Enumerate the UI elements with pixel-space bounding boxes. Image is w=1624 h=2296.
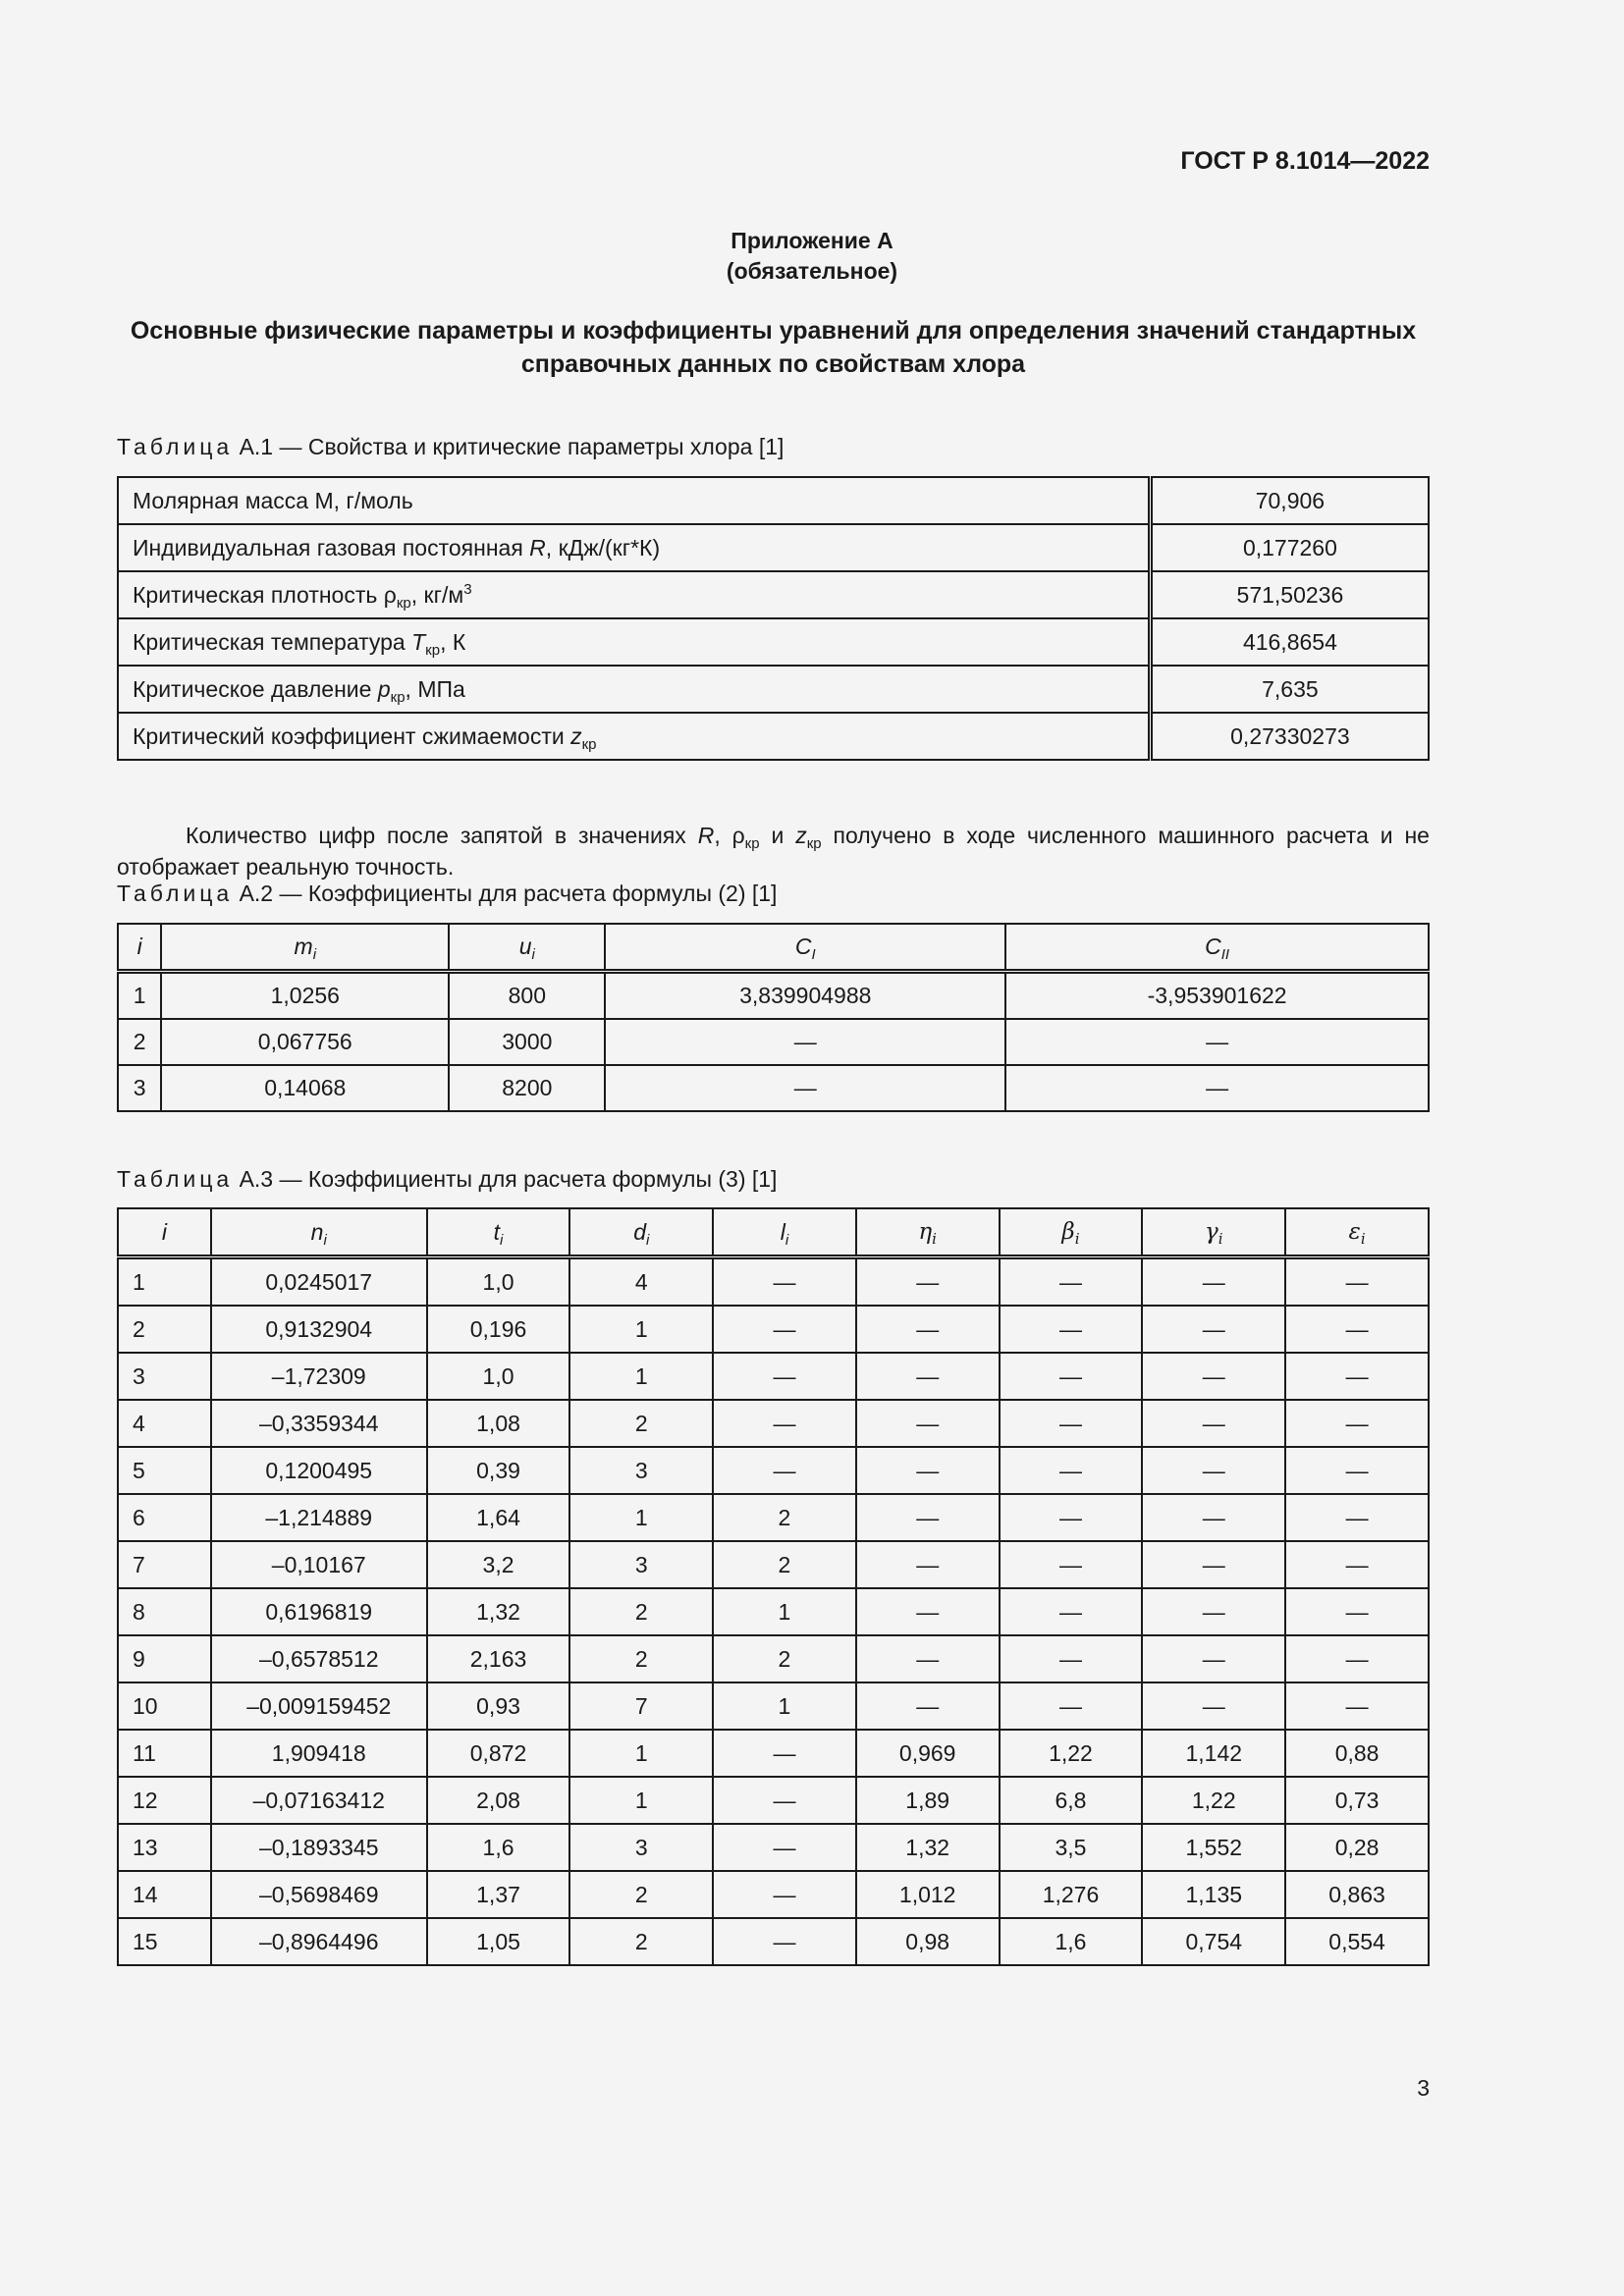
table3-index: 5 xyxy=(118,1447,211,1494)
table3-cell: — xyxy=(1000,1588,1143,1635)
table3-cell: 0,39 xyxy=(427,1447,570,1494)
table3-cell: 2,163 xyxy=(427,1635,570,1682)
table3-index: 7 xyxy=(118,1541,211,1588)
table3-header: $n_i$ xyxy=(211,1208,427,1257)
table3-cell: –1,72309 xyxy=(211,1353,427,1400)
table3-index: 15 xyxy=(118,1918,211,1965)
table3-cell: — xyxy=(713,1257,856,1307)
table2-cell: — xyxy=(605,1019,1005,1065)
table3-cell: –0,009159452 xyxy=(211,1682,427,1730)
table2-cell: 0,067756 xyxy=(161,1019,449,1065)
table3-cell: — xyxy=(713,1871,856,1918)
table3-header: $\eta_i$ xyxy=(856,1208,1000,1257)
table3-cell: 0,73 xyxy=(1285,1777,1429,1824)
table1-value: 416,8654 xyxy=(1150,618,1429,666)
table2-header: $u_i$ xyxy=(449,924,605,972)
table3-cell: 1,142 xyxy=(1142,1730,1285,1777)
table2 xyxy=(117,923,1430,1112)
table3-cell: 1,012 xyxy=(856,1871,1000,1918)
table3-cell: 0,0245017 xyxy=(211,1257,427,1307)
table3-cell: 0,93 xyxy=(427,1682,570,1730)
table3-cell: –0,3359344 xyxy=(211,1400,427,1447)
table3-cell: — xyxy=(1142,1306,1285,1353)
table3-cell: 1 xyxy=(569,1306,713,1353)
table2-row xyxy=(118,1065,1429,1111)
table3-row xyxy=(118,1918,1429,1965)
table3-index: 2 xyxy=(118,1306,211,1353)
table3-cell: — xyxy=(1142,1494,1285,1541)
table3-header: $\gamma_i$ xyxy=(1142,1208,1285,1257)
table3-cell: 3 xyxy=(569,1541,713,1588)
table3-cell: 1,32 xyxy=(427,1588,570,1635)
table3-cell: 1 xyxy=(569,1494,713,1541)
table2-header: $C_{II}$ xyxy=(1005,924,1429,972)
table3-cell: — xyxy=(713,1306,856,1353)
table3-cell: — xyxy=(1000,1306,1143,1353)
table3-row xyxy=(118,1824,1429,1871)
table3-cell: — xyxy=(856,1541,1000,1588)
table3-index: 9 xyxy=(118,1635,211,1682)
table3-cell: –0,10167 xyxy=(211,1541,427,1588)
table3-cell: — xyxy=(713,1824,856,1871)
page-number: 3 xyxy=(1417,2075,1430,2101)
table3-cell: — xyxy=(856,1447,1000,1494)
table3-index: 6 xyxy=(118,1494,211,1541)
table3-cell: — xyxy=(1142,1257,1285,1307)
table1-property: Молярная масса М, г/моль xyxy=(118,477,1150,524)
table3-row xyxy=(118,1447,1429,1494)
table2-cell: 1,0256 xyxy=(161,972,449,1020)
table3-cell: — xyxy=(1285,1353,1429,1400)
table3-header: i xyxy=(118,1208,211,1257)
table3-cell: 2 xyxy=(713,1635,856,1682)
table1-value: 70,906 xyxy=(1150,477,1429,524)
table3-cell: — xyxy=(856,1353,1000,1400)
table3-cell: 1,22 xyxy=(1142,1777,1285,1824)
table3-row xyxy=(118,1257,1429,1307)
table3-row xyxy=(118,1777,1429,1824)
main-title: Основные физические параметры и коэффициенты уравнений для определения значений стандартных справочных данных по свойствам хлора xyxy=(130,317,1417,378)
table1-value: 7,635 xyxy=(1150,666,1429,713)
appendix-subtitle: (обязательное) xyxy=(726,258,898,284)
table2-cell: 3000 xyxy=(449,1019,605,1065)
table3-cell: — xyxy=(713,1918,856,1965)
table3-cell: — xyxy=(1142,1682,1285,1730)
table3-cell: 1,552 xyxy=(1142,1824,1285,1871)
table1-row xyxy=(118,477,1429,524)
table3-cell: 2 xyxy=(569,1871,713,1918)
table3-cell: 1,0 xyxy=(427,1353,570,1400)
document-code: ГОСТ Р 8.1014—2022 xyxy=(1180,147,1430,175)
table3-caption: Таблица А.3 — Коэффициенты для расчета формулы (3) [1] xyxy=(117,1166,778,1192)
table3-cell: — xyxy=(1142,1635,1285,1682)
table3-cell: 1 xyxy=(569,1730,713,1777)
table1-value: 571,50236 xyxy=(1150,571,1429,618)
table1-property: Критическая температура $T_{кр}$, К xyxy=(118,618,1150,666)
table3-cell: — xyxy=(713,1777,856,1824)
table3-cell: 1,08 xyxy=(427,1400,570,1447)
table3-row xyxy=(118,1682,1429,1730)
table3-index: 8 xyxy=(118,1588,211,1635)
table1-value: 0,177260 xyxy=(1150,524,1429,571)
table3-header: $t_i$ xyxy=(427,1208,570,1257)
table3-cell: — xyxy=(856,1588,1000,1635)
table3-cell: — xyxy=(1000,1541,1143,1588)
table3-cell: — xyxy=(1000,1635,1143,1682)
table3-cell: — xyxy=(1000,1494,1143,1541)
table3-cell: 0,969 xyxy=(856,1730,1000,1777)
table3-header: $\beta_i$ xyxy=(1000,1208,1143,1257)
table1 xyxy=(117,476,1430,761)
table2-header: $C_I$ xyxy=(605,924,1005,972)
table3-cell: 2 xyxy=(569,1588,713,1635)
table3-row xyxy=(118,1400,1429,1447)
table3-cell: — xyxy=(856,1257,1000,1307)
table3-cell: — xyxy=(856,1682,1000,1730)
table3-cell: 2,08 xyxy=(427,1777,570,1824)
table2-cell: 1 xyxy=(118,972,161,1020)
table2-header: i xyxy=(118,924,161,972)
table3-index: 1 xyxy=(118,1257,211,1307)
table3-header: $\varepsilon_i$ xyxy=(1285,1208,1429,1257)
table3-cell: 1,276 xyxy=(1000,1871,1143,1918)
table3-cell: — xyxy=(1000,1400,1143,1447)
table3-cell: –0,1893345 xyxy=(211,1824,427,1871)
table3-cell: 1,89 xyxy=(856,1777,1000,1824)
table2-header: $m_i$ xyxy=(161,924,449,972)
table3-row xyxy=(118,1494,1429,1541)
table3-index: 11 xyxy=(118,1730,211,1777)
table3-cell: — xyxy=(1285,1682,1429,1730)
table3-cell: — xyxy=(1285,1494,1429,1541)
table3-cell: –0,6578512 xyxy=(211,1635,427,1682)
table3-cell: — xyxy=(1285,1635,1429,1682)
table3-cell: 6,8 xyxy=(1000,1777,1143,1824)
table3-index: 14 xyxy=(118,1871,211,1918)
table3-cell: — xyxy=(1000,1353,1143,1400)
table3-cell: 2 xyxy=(569,1400,713,1447)
table3-row xyxy=(118,1730,1429,1777)
table2-cell: -3,953901622 xyxy=(1005,972,1429,1020)
table3-cell: — xyxy=(1285,1541,1429,1588)
table3-cell: 2 xyxy=(569,1635,713,1682)
table2-row xyxy=(118,972,1429,1020)
table3-cell: 0,1200495 xyxy=(211,1447,427,1494)
table3-cell: — xyxy=(1285,1447,1429,1494)
table3-cell: 0,88 xyxy=(1285,1730,1429,1777)
table3-cell: 3 xyxy=(569,1447,713,1494)
table3-row xyxy=(118,1588,1429,1635)
table3-row xyxy=(118,1541,1429,1588)
note-paragraph: Количество цифр после запятой в значениях R, $\rho_{кр}$ и $z_{кр}$ получено в ходе численного машинного расчета и не отображает реальную точность. xyxy=(117,823,1430,880)
table1-property: Критический коэффициент сжимаемости $z_{кр}$ xyxy=(118,713,1150,760)
table2-cell: 3,839904988 xyxy=(605,972,1005,1020)
table3-cell: 2 xyxy=(713,1541,856,1588)
table3-cell: 0,6196819 xyxy=(211,1588,427,1635)
table3-index: 12 xyxy=(118,1777,211,1824)
table3-cell: 1,135 xyxy=(1142,1871,1285,1918)
table3-row xyxy=(118,1635,1429,1682)
table1-property: Критическое давление $p_{кр}$, МПа xyxy=(118,666,1150,713)
table1-property: Индивидуальная газовая постоянная R, кДж/(кг*К) xyxy=(118,524,1150,571)
table3-cell: — xyxy=(1142,1400,1285,1447)
table3-cell: 0,863 xyxy=(1285,1871,1429,1918)
table1-value: 0,27330273 xyxy=(1150,713,1429,760)
table3-cell: 0,9132904 xyxy=(211,1306,427,1353)
table1-row xyxy=(118,524,1429,571)
table3-cell: –0,07163412 xyxy=(211,1777,427,1824)
table3-header: $l_i$ xyxy=(713,1208,856,1257)
table1-caption: Таблица А.1 — Свойства и критические параметры хлора [1] xyxy=(117,434,785,459)
table3-cell: 4 xyxy=(569,1257,713,1307)
table3-cell: — xyxy=(1285,1588,1429,1635)
table2-cell: 3 xyxy=(118,1065,161,1111)
table1-row xyxy=(118,618,1429,666)
table3-cell: 1,64 xyxy=(427,1494,570,1541)
table3-cell: — xyxy=(856,1635,1000,1682)
table3-cell: 1 xyxy=(569,1353,713,1400)
table3-cell: 2 xyxy=(569,1918,713,1965)
table3-row xyxy=(118,1353,1429,1400)
table3-cell: 0,28 xyxy=(1285,1824,1429,1871)
table2-cell: — xyxy=(1005,1065,1429,1111)
table3-cell: — xyxy=(1142,1353,1285,1400)
table3-index: 13 xyxy=(118,1824,211,1871)
table3-index: 3 xyxy=(118,1353,211,1400)
table3-cell: — xyxy=(856,1306,1000,1353)
table3-cell: — xyxy=(856,1400,1000,1447)
table3-cell: 3,2 xyxy=(427,1541,570,1588)
table2-cell: — xyxy=(605,1065,1005,1111)
table3-index: 4 xyxy=(118,1400,211,1447)
appendix-title: Приложение А xyxy=(731,228,893,253)
table3-cell: — xyxy=(713,1447,856,1494)
table3-cell: 1 xyxy=(569,1777,713,1824)
table1-row xyxy=(118,666,1429,713)
table3-cell: 3 xyxy=(569,1824,713,1871)
table3-row xyxy=(118,1871,1429,1918)
table3-cell: — xyxy=(1000,1682,1143,1730)
table3-cell: — xyxy=(856,1494,1000,1541)
table3-header: $d_i$ xyxy=(569,1208,713,1257)
table3-cell: 1,22 xyxy=(1000,1730,1143,1777)
table3-cell: 0,754 xyxy=(1142,1918,1285,1965)
table3-cell: 3,5 xyxy=(1000,1824,1143,1871)
appendix-heading xyxy=(0,226,1624,287)
table3-cell: — xyxy=(1142,1588,1285,1635)
table3-cell: 0,196 xyxy=(427,1306,570,1353)
table2-cell: 2 xyxy=(118,1019,161,1065)
table3-cell: — xyxy=(713,1353,856,1400)
table3-cell: –0,5698469 xyxy=(211,1871,427,1918)
table3-index: 10 xyxy=(118,1682,211,1730)
table3-cell: 1,6 xyxy=(1000,1918,1143,1965)
table3-cell: — xyxy=(1142,1541,1285,1588)
table3-cell: –1,214889 xyxy=(211,1494,427,1541)
table3-cell: 0,554 xyxy=(1285,1918,1429,1965)
table3-cell: 2 xyxy=(713,1494,856,1541)
table2-cell: — xyxy=(1005,1019,1429,1065)
table1-row xyxy=(118,571,1429,618)
table3-cell: 0,98 xyxy=(856,1918,1000,1965)
table3-cell: 1,6 xyxy=(427,1824,570,1871)
table3-cell: — xyxy=(1000,1447,1143,1494)
table3-cell: 1,05 xyxy=(427,1918,570,1965)
table3-cell: — xyxy=(1285,1257,1429,1307)
table3-cell: — xyxy=(1285,1306,1429,1353)
table3-row xyxy=(118,1306,1429,1353)
table2-cell: 8200 xyxy=(449,1065,605,1111)
table3-cell: 1 xyxy=(713,1588,856,1635)
table2-row xyxy=(118,1019,1429,1065)
table1-row xyxy=(118,713,1429,760)
table3-cell: — xyxy=(1285,1400,1429,1447)
table3-cell: 1,32 xyxy=(856,1824,1000,1871)
table3-cell: — xyxy=(1142,1447,1285,1494)
table2-caption: Таблица А.2 — Коэффициенты для расчета формулы (2) [1] xyxy=(117,881,778,906)
table3-cell: 1,37 xyxy=(427,1871,570,1918)
table3-cell: — xyxy=(1000,1257,1143,1307)
table3-cell: 7 xyxy=(569,1682,713,1730)
table3-cell: — xyxy=(713,1730,856,1777)
table3-cell: 1 xyxy=(713,1682,856,1730)
table3-cell: 1,909418 xyxy=(211,1730,427,1777)
table3-cell: 0,872 xyxy=(427,1730,570,1777)
table1-property: Критическая плотность $\rho_{кр}$, $кг/м^3$ xyxy=(118,571,1150,618)
table3 xyxy=(117,1207,1430,1966)
table3-cell: — xyxy=(713,1400,856,1447)
table3-cell: 1,0 xyxy=(427,1257,570,1307)
table2-cell: 0,14068 xyxy=(161,1065,449,1111)
table3-cell: –0,8964496 xyxy=(211,1918,427,1965)
table2-cell: 800 xyxy=(449,972,605,1020)
